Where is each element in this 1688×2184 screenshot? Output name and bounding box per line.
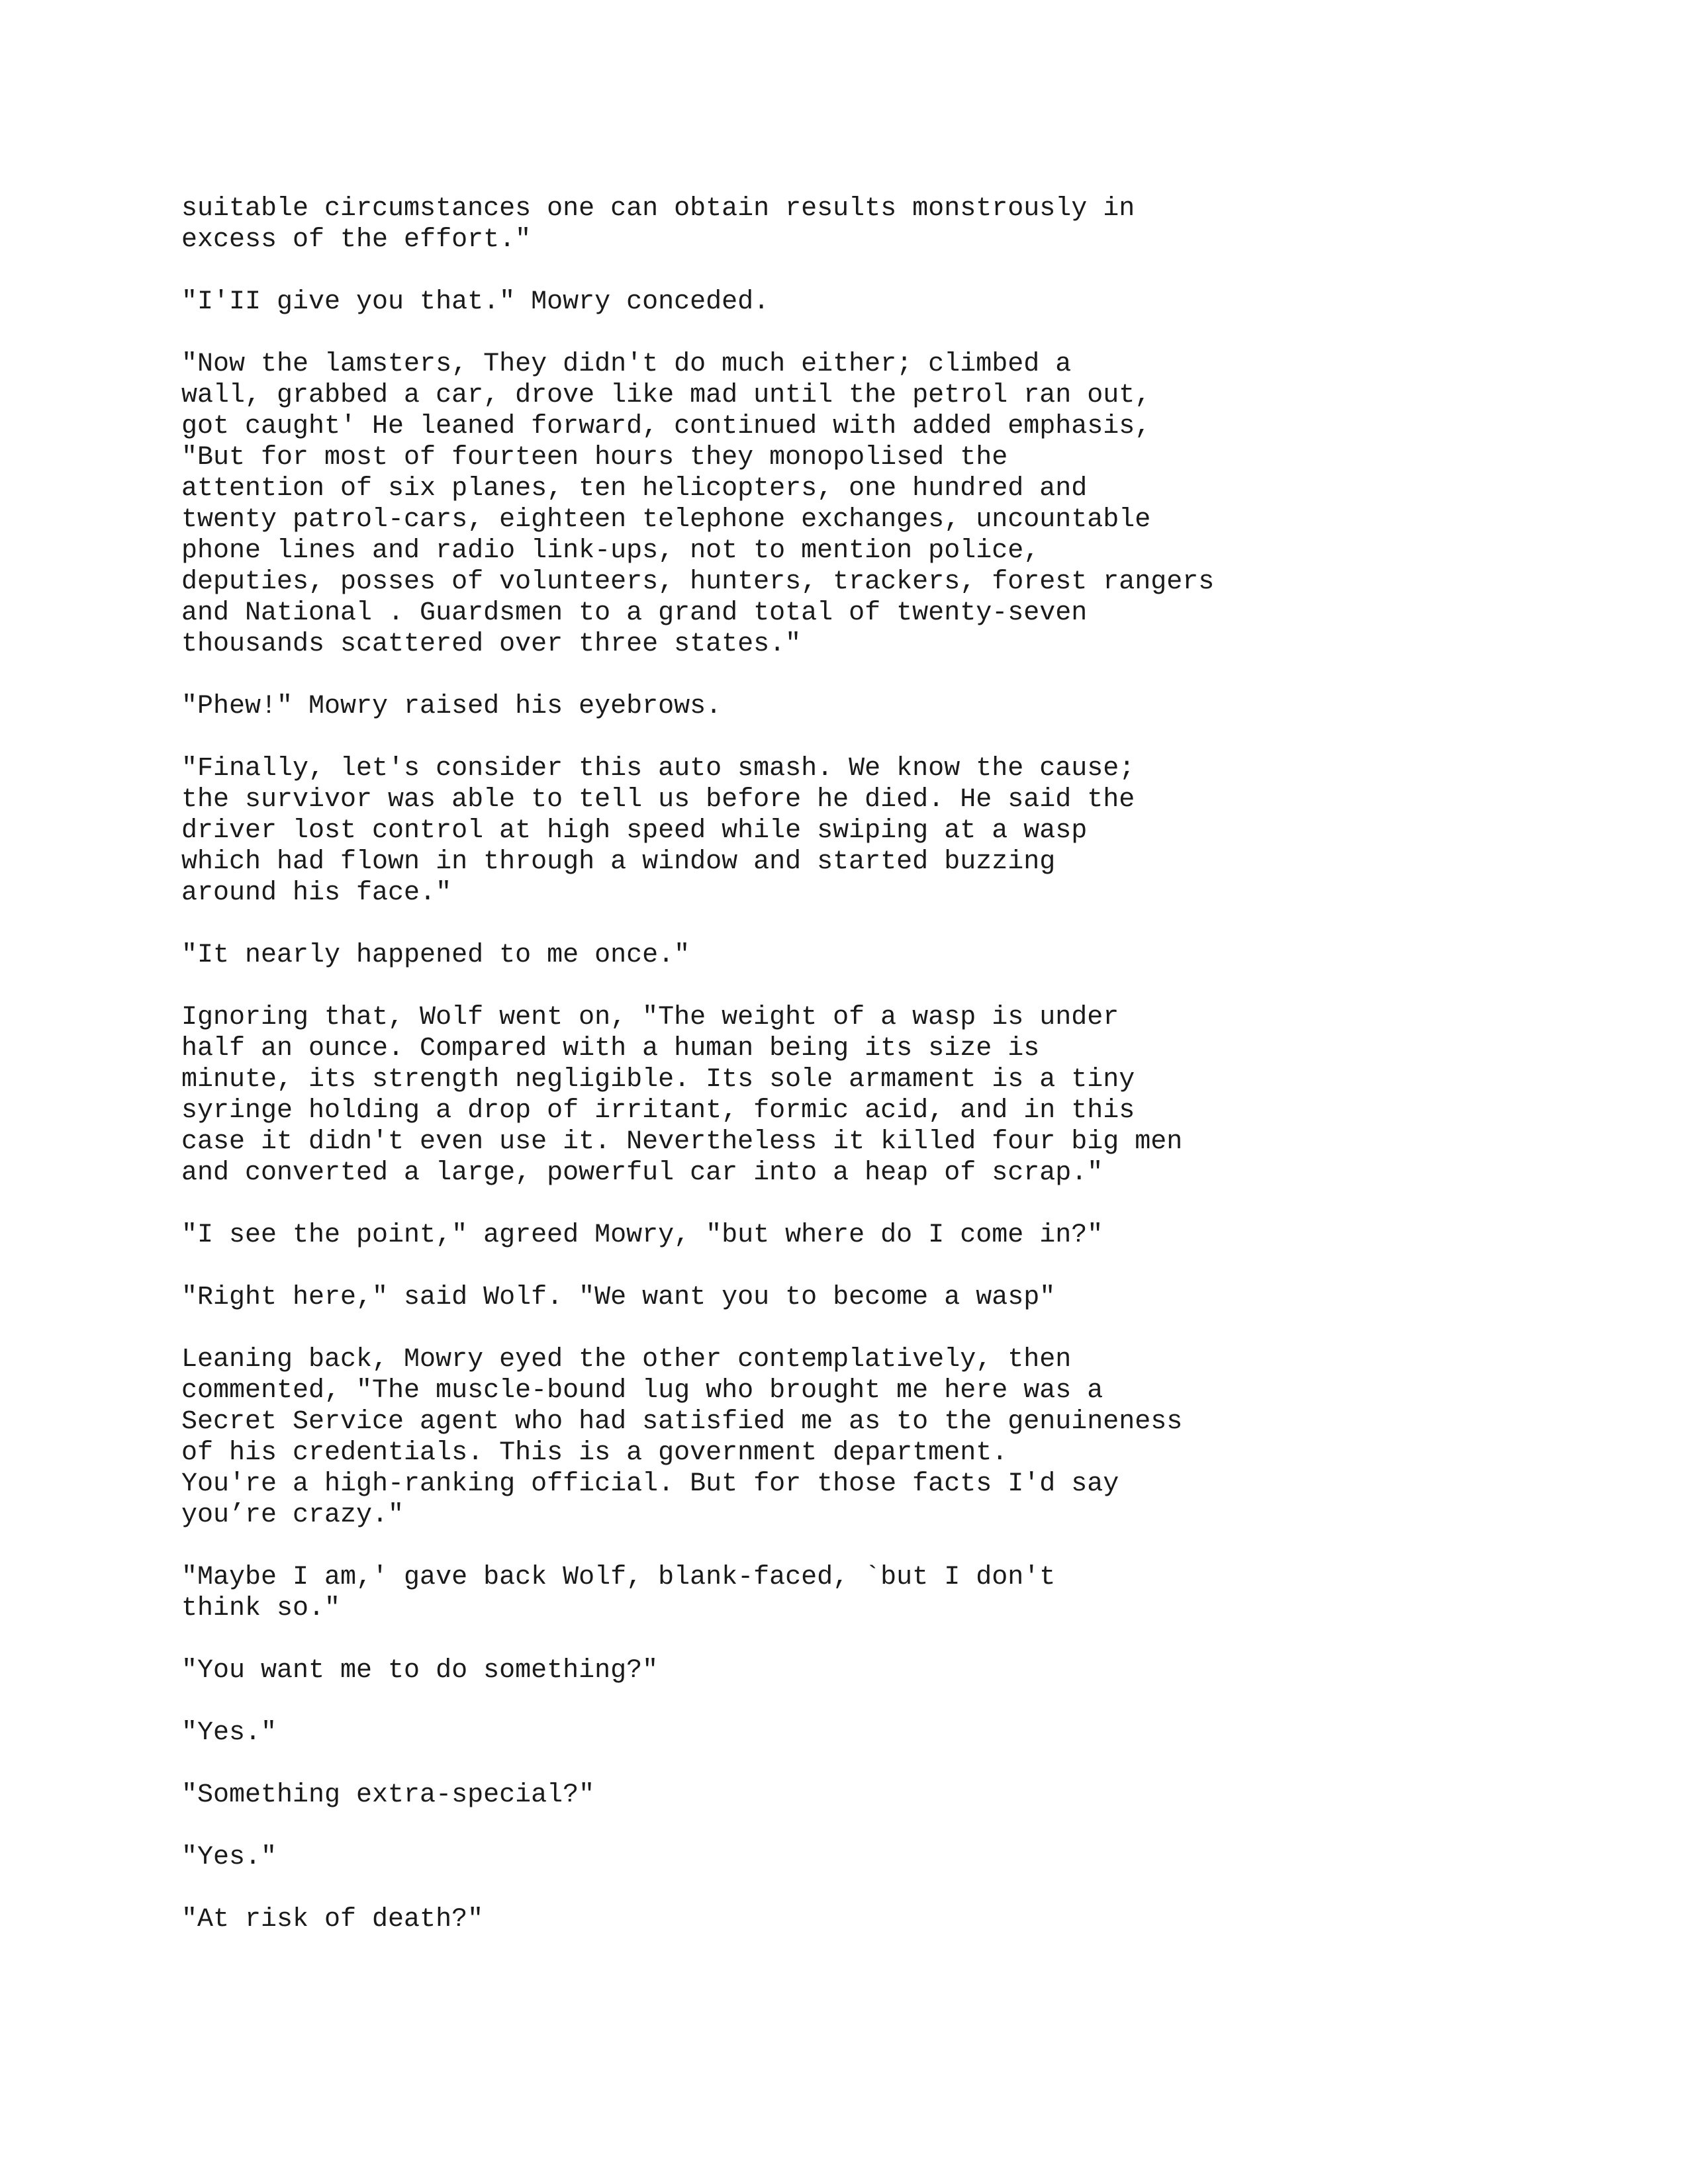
paragraph <box>181 1562 1638 1624</box>
text-line: "Now the lamsters, They didn't do much either; climbed a <box>181 349 1072 379</box>
text-line: attention of six planes, ten helicopters, one hundred and <box>181 474 1088 504</box>
text-line: wall, grabbed a car, drove like mad until the petrol ran out, <box>181 381 1151 410</box>
text-line: You're a high-ranking official. But for those facts I'd say <box>181 1469 1119 1499</box>
text-line: "You want me to do something?" <box>181 1656 659 1686</box>
text-line: thousands scattered over three states." <box>181 629 802 659</box>
text-line: "Maybe I am,' gave back Wolf, blank-faced, `but I don't <box>181 1563 1056 1592</box>
paragraph <box>181 691 1638 722</box>
paragraph <box>181 1002 1638 1189</box>
text-line: case it didn't even use it. Nevertheless it killed four big men <box>181 1127 1183 1157</box>
document-body <box>181 193 1638 1966</box>
text-line: "Yes." <box>181 1718 277 1748</box>
text-line: driver lost control at high speed while swiping at a wasp <box>181 816 1088 846</box>
paragraph <box>181 1904 1638 1935</box>
text-line: phone lines and radio link-ups, not to mention police, <box>181 536 1040 566</box>
text-line: and National . Guardsmen to a grand total of twenty-seven <box>181 598 1088 628</box>
paragraph <box>181 349 1638 660</box>
text-line: "Right here," said Wolf. "We want you to become a wasp" <box>181 1283 1056 1312</box>
text-line: "But for most of fourteen hours they monopolised the <box>181 443 1008 473</box>
text-line: twenty patrol-cars, eighteen telephone exchanges, uncountable <box>181 505 1151 535</box>
text-line: around his face." <box>181 878 452 908</box>
text-line: which had flown in through a window and started buzzing <box>181 847 1056 877</box>
text-line: "I'II give you that." Mowry conceded. <box>181 287 770 317</box>
paragraph <box>181 940 1638 971</box>
paragraph <box>181 1344 1638 1531</box>
text-line: commented, "The muscle-bound lug who brought me here was a <box>181 1376 1103 1406</box>
text-line: deputies, posses of volunteers, hunters, trackers, forest rangers <box>181 567 1215 597</box>
text-line: "At risk of death?" <box>181 1905 484 1934</box>
paragraph <box>181 1655 1638 1686</box>
text-line: "Phew!" Mowry raised his eyebrows. <box>181 692 722 721</box>
text-line: you’re crazy." <box>181 1500 404 1530</box>
paragraph <box>181 1842 1638 1873</box>
text-line: "Something extra-special?" <box>181 1780 595 1810</box>
text-line: think so." <box>181 1594 341 1623</box>
text-line: "Yes." <box>181 1843 277 1872</box>
text-line: excess of the effort." <box>181 225 532 255</box>
paragraph <box>181 193 1638 255</box>
text-line: "It nearly happened to me once." <box>181 940 690 970</box>
text-line: and converted a large, powerful car into a heap of scrap." <box>181 1158 1103 1188</box>
paragraph <box>181 1282 1638 1313</box>
paragraph <box>181 753 1638 909</box>
paragraph <box>181 1220 1638 1251</box>
text-line: the survivor was able to tell us before he died. He said the <box>181 785 1135 815</box>
text-line: half an ounce. Compared with a human being its size is <box>181 1034 1040 1064</box>
text-line: Secret Service agent who had satisfied me as to the genuineness <box>181 1407 1183 1437</box>
text-line: "I see the point," agreed Mowry, "but where do I come in?" <box>181 1220 1103 1250</box>
paragraph <box>181 1717 1638 1749</box>
text-line: "Finally, let's consider this auto smash. We know the cause; <box>181 754 1135 784</box>
paragraph <box>181 287 1638 318</box>
text-line: Ignoring that, Wolf went on, "The weight of a wasp is under <box>181 1003 1119 1032</box>
text-line: Leaning back, Mowry eyed the other contemplatively, then <box>181 1345 1072 1375</box>
text-line: syringe holding a drop of irritant, formic acid, and in this <box>181 1096 1135 1126</box>
text-line: suitable circumstances one can obtain results monstrously in <box>181 194 1135 224</box>
text-line: of his credentials. This is a government department. <box>181 1438 1008 1468</box>
text-line: got caught' He leaned forward, continued with added emphasis, <box>181 412 1151 441</box>
text-line: minute, its strength negligible. Its sole armament is a tiny <box>181 1065 1135 1095</box>
paragraph <box>181 1780 1638 1811</box>
